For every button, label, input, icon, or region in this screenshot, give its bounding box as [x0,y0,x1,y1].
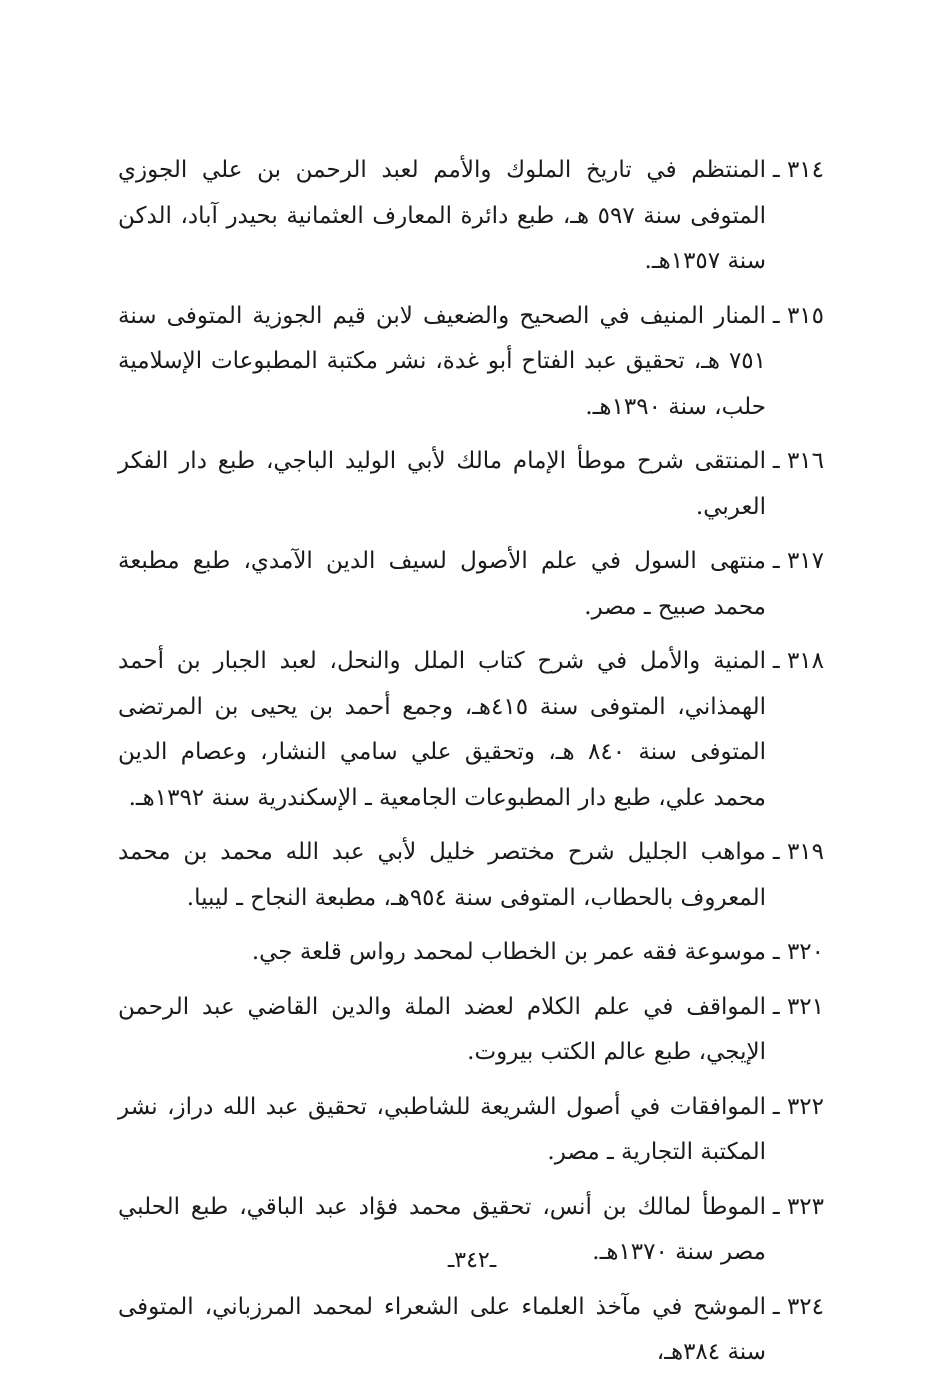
entry-text: المنتقى شرح موطأ الإمام مالك لأبي الوليد الباجي، طبع دار الفكر العربي. [118,448,766,520]
bibliography-entry [118,930,824,976]
bibliography-entry [118,148,824,285]
entry-text: المواقف في علم الكلام لعضد الملة والدين القاضي عبد الرحمن الإيجي، طبع عالم الكتب بيروت. [118,993,766,1065]
bibliography-entry [118,985,824,1076]
bibliography-entry [118,294,824,431]
entry-number: ٣٢٤ ـ [772,1293,824,1320]
entry-number: ٣١٧ ـ [772,548,824,574]
entry-number: ٣٢٢ ـ [772,1093,824,1120]
bibliography-entry [118,439,824,530]
entry-number: ٣١٨ ـ [772,648,824,674]
entry-text: الموطأ لمالك بن أنس، تحقيق محمد فؤاد عبد الباقي، طبع الحلبي مصر سنة ١٣٧٠هـ. [118,1193,766,1265]
entry-text: موسوعة فقه عمر بن الخطاب لمحمد رواس قلعة جي. [251,939,766,965]
entry-number: ٣١٩ ـ [772,839,824,865]
entry-number: ٣١٥ ـ [772,302,824,329]
bibliography-entry [118,1085,824,1176]
page-number: ـ٣٤٢ـ [447,1248,497,1273]
entry-text: الموافقات في أصول الشريعة للشاطبي، تحقيق عبد الله دراز، نشر المكتبة التجارية ـ مصر. [118,1093,766,1165]
bibliography-entry [118,1285,824,1376]
bibliography-entry [118,830,824,921]
bibliography-entry [118,539,824,630]
bibliography-list [118,148,824,1385]
entry-number: ٣٢١ ـ [772,993,824,1020]
entry-number: ٣٢٠ ـ [772,939,824,965]
entry-text: منتهى السول في علم الأصول لسيف الدين الآمدي، طبع مطبعة محمد صبيح ـ مصر. [118,548,766,620]
entry-text: الموشح في مآخذ العلماء على الشعراء لمحمد المرزباني، المتوفى سنة ٣٨٤هـ، [118,1293,766,1365]
entry-number: ٣٢٣ ـ [772,1193,824,1220]
entry-text: مواهب الجليل شرح مختصر خليل لأبي عبد الله محمد بن محمد المعروف بالحطاب، المتوفى سنة ٩٥٤هـ، مطبعة النجاح ـ ليبيا. [118,839,766,911]
entry-number: ٣١٤ ـ [772,157,824,183]
entry-text: المنار المنيف في الصحيح والضعيف لابن قيم الجوزية المتوفى سنة ٧٥١ هـ، تحقيق عبد الفتاح أبو غدة، نشر مكتبة المطبوعات الإسلامية حلب، سنة ١٣٩٠هـ. [118,302,766,420]
entry-number: ٣١٦ ـ [772,448,824,474]
entry-text: المنية والأمل في شرح كتاب الملل والنحل، لعبد الجبار بن أحمد الهمذاني، المتوفى سنة ٤١٥هـ، وجمع أحمد بن يحيى بن المرتضى المتوفى سنة ٨٤٠ هـ، وتحقيق علي سامي النشار، وعصام الدين محمد علي، طبع دار المطبوعات الجامعية ـ الإسكندرية سنة ١٣٩٢هـ. [118,648,767,811]
entry-text: المنتظم في تاريخ الملوك والأمم لعبد الرحمن بن علي الجوزي المتوفى سنة ٥٩٧ هـ، طبع دائرة المعارف العثمانية بحيدر آباد، الدكن سنة ١٣٥٧هـ. [118,157,766,274]
bibliography-entry [118,639,824,821]
